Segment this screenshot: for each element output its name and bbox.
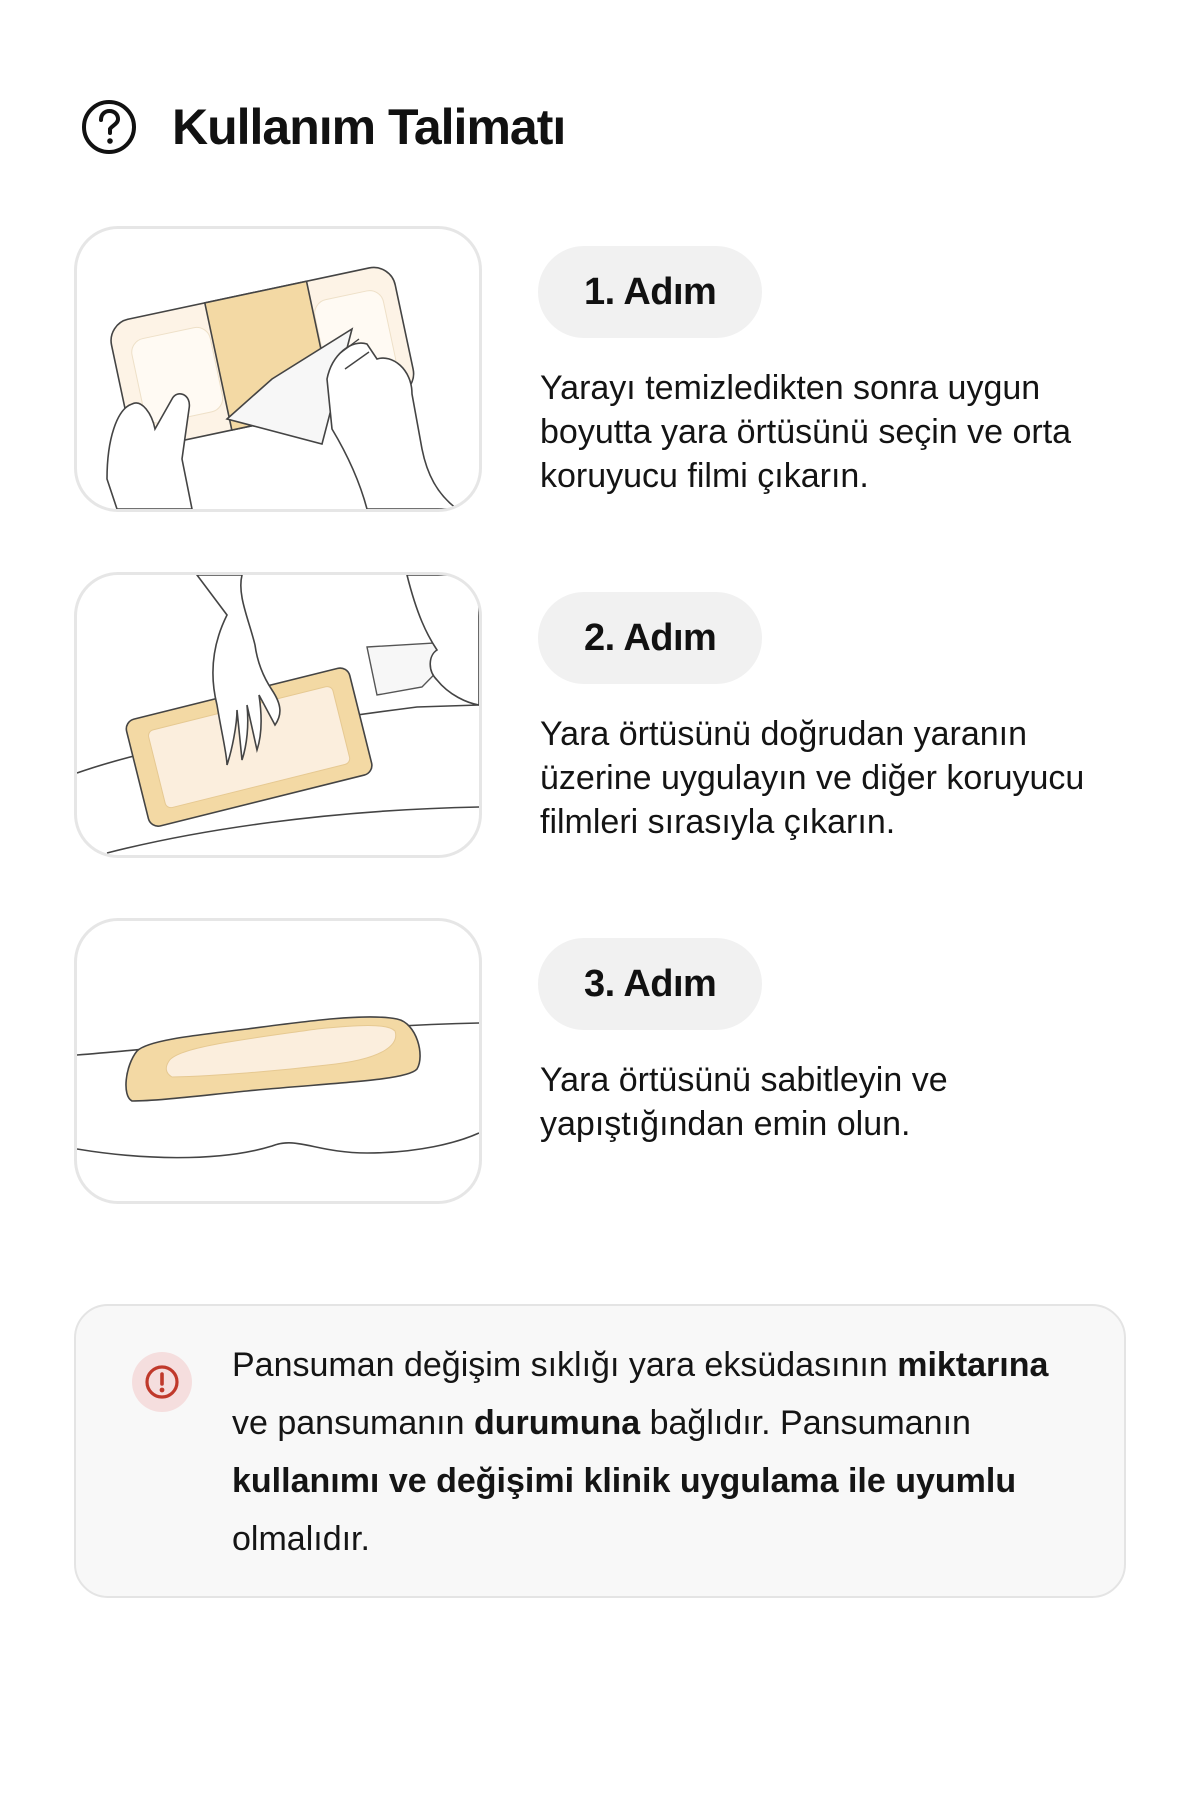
notice-part-3: bağlıdır. Pansumanın — [640, 1404, 971, 1442]
step-3-label: 3. Adım — [538, 938, 762, 1030]
notice-text — [232, 1336, 1092, 1568]
usage-notice — [74, 1304, 1126, 1598]
step-2-description: Yara örtüsünü doğrudan yaranın üzerine uygulayın ve diğer koruyucu filmleri sırasıyla çıkarın. — [540, 715, 1085, 841]
step-1-description: Yarayı temizledikten sonra uygun boyutta yara örtüsünü seçin ve orta koruyucu filmi çıkarın. — [540, 369, 1072, 495]
notice-bold-miktarina: miktarına — [897, 1346, 1049, 1384]
step-2 — [74, 572, 1134, 856]
alert-badge — [132, 1352, 192, 1412]
page-title: Kullanım Talimatı — [172, 99, 566, 155]
apply-dressing-illustration — [77, 575, 479, 855]
step-1-label: 1. Adım — [538, 246, 762, 338]
step-1-illustration — [74, 226, 482, 512]
secured-dressing-illustration — [77, 921, 479, 1201]
step-3 — [74, 918, 1134, 1202]
notice-bold-durumuna: durumuna — [473, 1404, 641, 1442]
notice-part-4: olmalıdır. — [232, 1520, 370, 1558]
notice-bold-clinical: kullanımı ve değişimi klinik uygulama ile uyumlu — [232, 1462, 1017, 1500]
step-2-illustration — [74, 572, 482, 858]
step-1 — [74, 226, 1134, 510]
step-2-label: 2. Adım — [538, 592, 762, 684]
step-3-description: Yara örtüsünü sabitleyin ve yapıştığından emin olun. — [540, 1061, 948, 1143]
step-3-illustration — [74, 918, 482, 1204]
notice-part-2: ve pansumanın — [232, 1404, 474, 1442]
help-circle-icon — [80, 98, 138, 156]
page-header — [80, 96, 565, 158]
peel-film-illustration — [77, 229, 479, 509]
notice-part-1: Pansuman değişim sıklığı yara eksüdasının — [232, 1346, 898, 1384]
alert-circle-icon — [143, 1363, 181, 1401]
